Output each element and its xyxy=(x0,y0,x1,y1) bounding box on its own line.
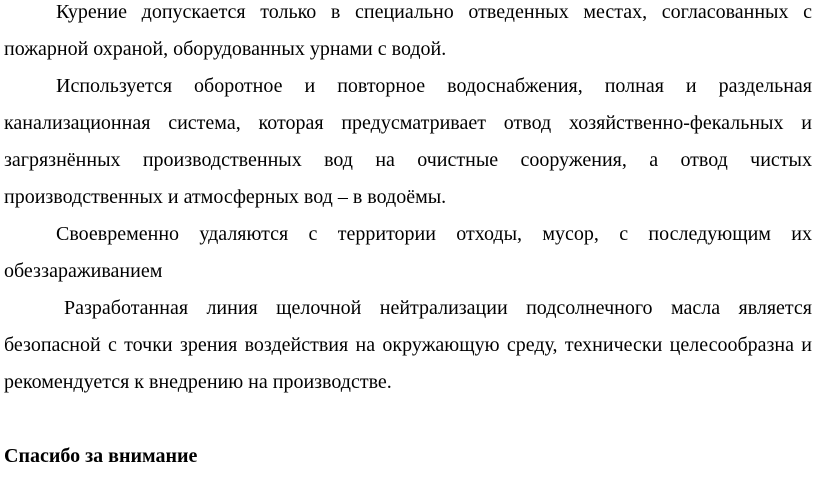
paragraph-smoking: Курение допускается только в специально отведенных местах, согласованных с пожарной охраной, оборудованных урнами с водой. xyxy=(4,1,812,60)
paragraph-spacer xyxy=(4,401,812,438)
paragraph-waste-removal: Своевременно удаляются с территории отходы, мусор, с последующим их обеззараживанием xyxy=(4,223,812,282)
closing-text: Спасибо за внимание xyxy=(4,445,198,467)
paragraph-conclusion: Разработанная линия щелочной нейтрализации подсолнечного масла является безопасной с точки зрения воздействия на окружающую среду, технически целесообразна и рекомендуется к внедрению на производстве. xyxy=(4,297,812,393)
paragraph-water-supply: Используется оборотное и повторное водоснабжения, полная и раздельная канализационная система, которая предусматривает отвод хозяйственно-фекальных и загрязнённых производственных вод на очистные сооружения, а отвод чистых производственных и атмосферных вод – в водоёмы. xyxy=(4,75,812,208)
